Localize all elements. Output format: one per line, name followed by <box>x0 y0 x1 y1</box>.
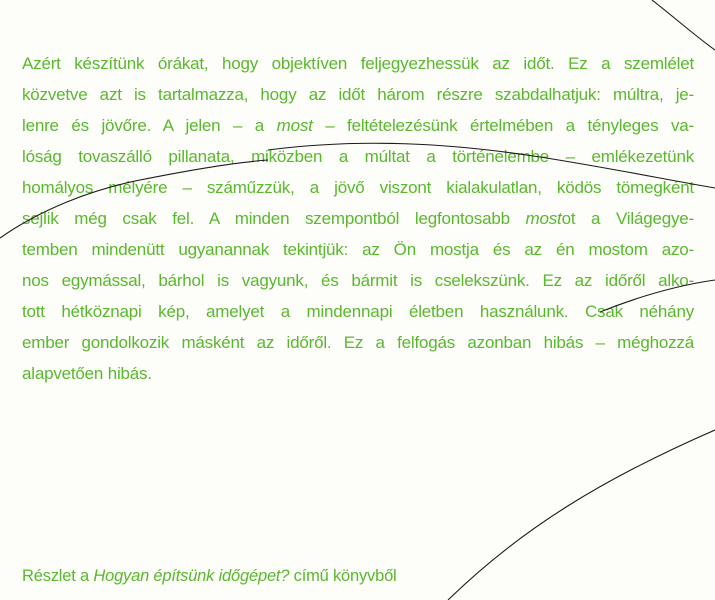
decor-curve-top-right <box>652 0 715 50</box>
text-segment: tott hétköznapi kép, amelyet a mindennapi életben használunk. Csak néhány <box>22 302 694 321</box>
paragraph-line <box>22 296 694 327</box>
paragraph-line <box>22 203 694 234</box>
text-segment: lenre és jövőre. A jelen – a <box>22 116 277 135</box>
emphasized-word: most <box>525 209 562 228</box>
text-segment: alapvetően hibás. <box>22 364 152 383</box>
text-segment: nos egymással, bárhol is vagyunk, és bármit is cselekszünk. Ez az időről alko- <box>22 271 694 290</box>
text-segment: Azért készítünk órákat, hogy objektíven feljegyezhessük az időt. Ez a szemlélet <box>22 54 694 73</box>
paragraph-line <box>22 265 694 296</box>
text-segment: homályos mélyére – száműzzük, a jövő viszont kialakulatlan, ködös tömegként <box>22 178 694 197</box>
text-segment: lóság tovaszálló pillanata, miközben a múltat a történelembe – emlékezetünk <box>22 147 694 166</box>
body-paragraph <box>22 48 694 389</box>
emphasized-word: most <box>276 116 313 135</box>
paragraph-line <box>22 234 694 265</box>
paragraph-line <box>22 141 694 172</box>
paragraph-line <box>22 172 694 203</box>
paragraph-line <box>22 79 694 110</box>
text-segment: ot a Világegye- <box>561 209 694 228</box>
caption-prefix: Részlet a <box>22 567 94 585</box>
text-segment: sejlik még csak fel. A minden szempontból legfontosabb <box>22 209 526 228</box>
caption-suffix: című könyvből <box>289 567 397 585</box>
text-segment: – feltételezésünk értelmében a tényleges va- <box>312 116 695 135</box>
text-segment: közvetve azt is tartalmazza, hogy az időt három részre szabdalhatjuk: múltra, je- <box>22 85 694 104</box>
text-segment: temben mindenütt ugyanannak tekintjük: az Ön mostja és az én mostom azo- <box>22 240 694 259</box>
paragraph-line <box>22 48 694 79</box>
source-caption <box>22 561 397 592</box>
paragraph-line <box>22 358 694 389</box>
decor-curve-bottom <box>448 430 715 600</box>
paragraph-line <box>22 110 694 141</box>
text-segment: ember gondolkozik másként az időről. Ez a felfogás azonban hibás – méghozzá <box>22 333 694 352</box>
paragraph-line <box>22 327 694 358</box>
caption-book-title: Hogyan építsünk időgépet? <box>93 567 290 585</box>
